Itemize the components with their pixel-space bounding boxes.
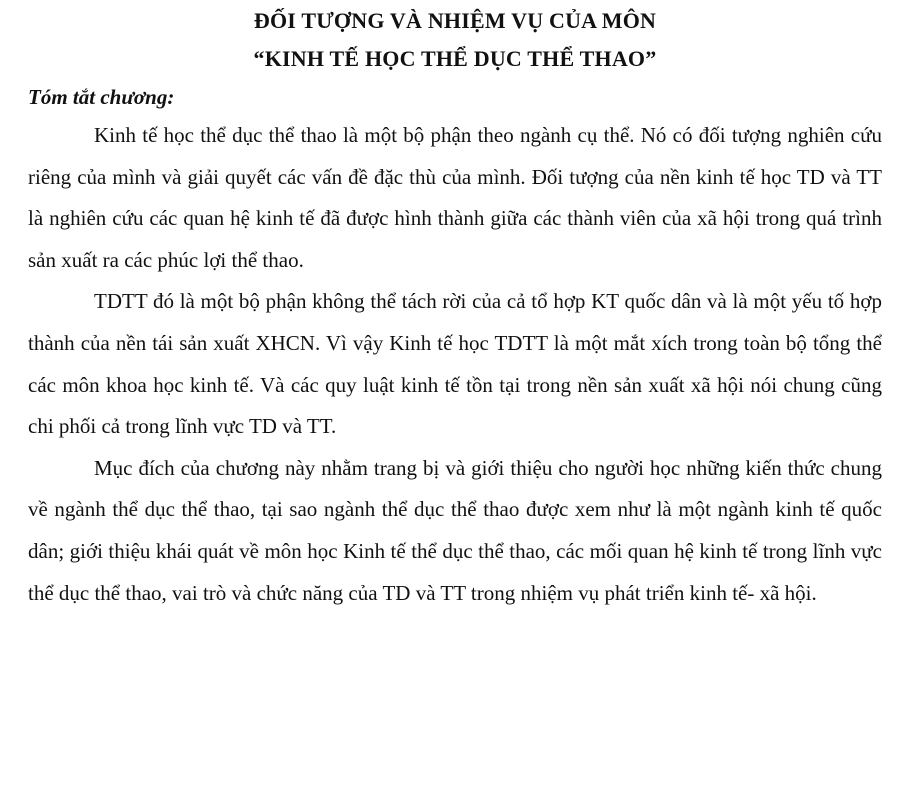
summary-paragraph-3: Mục đích của chương này nhằm trang bị và giới thiệu cho người học những kiến thức chung về ngành thể dục thể thao, tại sao ngành thể dục thể thao được xem như là một ngành kinh tế quốc dân; giới thiệu khái quát về môn học Kinh tế thể dục thể thao, các mối quan hệ kinh tế trong lĩnh vực thể dục thể thao, vai trò và chức năng của TD và TT trong nhiệm vụ phát triển kinh tế- xã hội. <box>28 455 882 605</box>
document-title-line-1: ĐỐI TƯỢNG VÀ NHIỆM VỤ CỦA MÔN <box>253 8 657 33</box>
document-title-line-2: “KINH TẾ HỌC THỂ DỤC THỂ THAO” <box>253 46 657 71</box>
chapter-summary-heading: Tóm tắt chương: <box>28 85 175 109</box>
summary-paragraph-2: TDTT đó là một bộ phận không thể tách rời của cả tổ hợp KT quốc dân và là một yếu tố hợp thành của nền tái sản xuất XHCN. Vì vậy Kinh tế học TDTT là một mắt xích trong toàn bộ tổng thể các môn khoa học kinh tế. Và các quy luật kinh tế tồn tại trong nền sản xuất xã hội nói chung cũng chi phối cả trong lĩnh vực TD và TT. <box>28 289 882 439</box>
summary-paragraph-1: Kinh tế học thể dục thể thao là một bộ phận theo ngành cụ thể. Nó có đối tượng nghiên cứu riêng của mình và giải quyết các vấn đề đặc thù của mình. Đối tượng của nền kinh tế học TD và TT là nghiên cứu các quan hệ kinh tế đã được hình thành giữa các thành viên của xã hội trong quá trình sản xuất ra các phúc lợi thể thao. <box>28 123 882 272</box>
